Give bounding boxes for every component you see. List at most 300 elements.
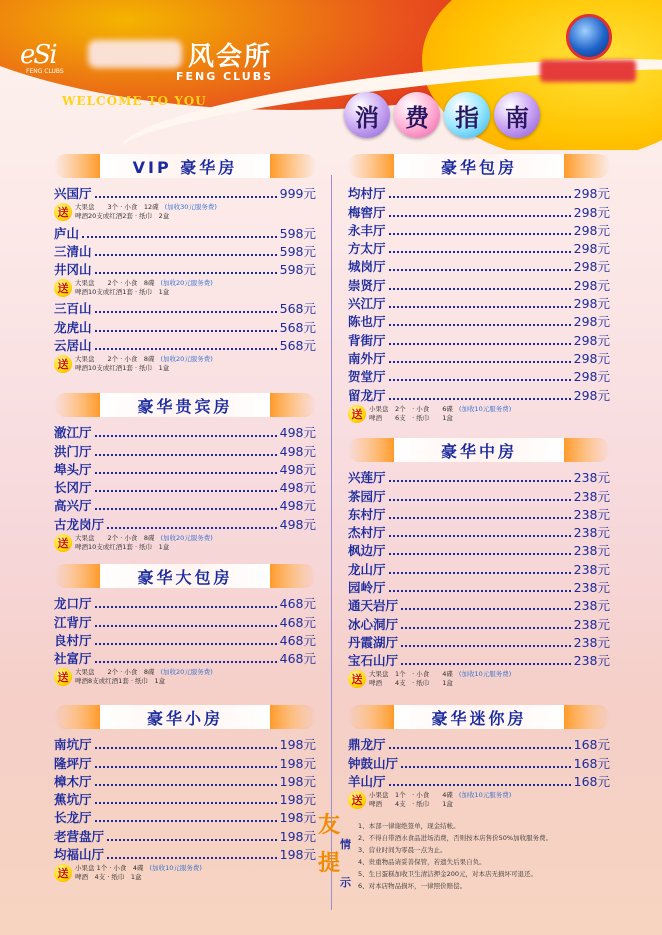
room-name: 南外厅 [348, 350, 386, 366]
room-name: 三清山 [54, 243, 92, 259]
room-name: 隆坪厅 [54, 755, 92, 771]
dot-leader [95, 802, 277, 804]
room-row [348, 486, 610, 504]
gift-line [75, 355, 316, 364]
room-row [348, 367, 610, 385]
section-header [58, 705, 312, 729]
dot-leader [389, 747, 571, 749]
gift-line [75, 212, 316, 221]
dot-leader [95, 254, 277, 256]
room-price: 168元 [573, 737, 610, 753]
room-price: 238元 [573, 598, 610, 614]
tips-heading [312, 806, 356, 906]
dot-leader [107, 527, 277, 529]
gift-line [369, 405, 610, 414]
room-row [54, 441, 316, 459]
section-title: VIP 豪华房 [132, 157, 238, 177]
room-price: 298元 [573, 277, 610, 293]
room-row [54, 594, 316, 612]
gift-line [75, 677, 316, 686]
gift-lines [369, 670, 610, 688]
room-price: 298元 [573, 332, 610, 348]
section-mid [348, 438, 610, 690]
room-price: 298元 [573, 241, 610, 257]
dot-leader [82, 236, 277, 238]
room-row [54, 649, 316, 667]
room-price: 498元 [279, 461, 316, 477]
section-bao [348, 154, 610, 425]
dot-leader [95, 472, 277, 474]
dot-leader [389, 196, 571, 198]
dot-leader [401, 608, 571, 610]
service-fee-note: (加收10元服务费) [458, 670, 512, 679]
dot-leader [389, 343, 571, 345]
section-title: 豪华贵宾房 [137, 396, 233, 416]
service-fee-note: (加收10元服务费) [458, 404, 512, 413]
club-logo-mark: eSi [20, 40, 56, 70]
room-name: 庐山 [54, 225, 80, 241]
gift-line [75, 873, 316, 882]
room-name: 社富厅 [54, 651, 92, 667]
room-price: 238元 [573, 561, 610, 577]
dot-leader [401, 645, 571, 647]
room-price: 198元 [279, 792, 316, 808]
room-name: 枫边厅 [348, 543, 386, 559]
room-price: 498元 [279, 425, 316, 441]
dot-leader [95, 348, 277, 350]
room-name: 钟鼓山厅 [348, 755, 399, 771]
section-small [54, 705, 316, 884]
room-name: 樟木厅 [54, 773, 92, 789]
gift-text: 小果盘 1个 · 小食 4碟 [75, 864, 144, 873]
gift-box [54, 355, 316, 373]
service-fee-note: (加收30元服务费) [164, 203, 217, 212]
gift-text: 啤酒 6支 · 纸巾 1盒 [369, 413, 453, 422]
room-price: 598元 [279, 243, 316, 259]
gift-text: 大果盘 1个 · 小食 4碟 [369, 670, 453, 679]
room-row [348, 184, 610, 202]
room-price: 298元 [573, 369, 610, 385]
dot-leader [389, 306, 571, 308]
gift-text: 小果盘 1个 · 小食 4碟 [369, 790, 453, 799]
room-row [54, 299, 316, 317]
room-name: 鼎龙厅 [348, 737, 386, 753]
room-price: 298元 [573, 204, 610, 220]
room-row [54, 790, 316, 808]
service-fee-note: (加收20元服务费) [160, 533, 213, 542]
room-price: 498元 [279, 480, 316, 496]
room-list [54, 423, 316, 533]
room-price: 568元 [279, 338, 316, 354]
column-divider [331, 175, 332, 910]
gift-badge-icon: 送 [54, 864, 72, 882]
room-row [54, 423, 316, 441]
section-header [352, 438, 606, 462]
room-name: 杰村厅 [348, 525, 386, 541]
room-row [54, 317, 316, 335]
tips-heading-char: 示 [340, 876, 351, 889]
gift-box [54, 668, 316, 686]
room-price: 298元 [573, 222, 610, 238]
room-price: 498元 [279, 498, 316, 514]
gift-text: 大果盘 2个 · 小食 8碟 [75, 279, 155, 288]
room-row [54, 260, 316, 278]
section-header [352, 154, 606, 178]
room-name: 长龙厅 [54, 810, 92, 826]
room-price: 198元 [279, 737, 316, 753]
dot-leader [95, 606, 277, 608]
dot-leader [389, 572, 571, 574]
dot-leader [389, 590, 571, 592]
gift-badge-icon: 送 [348, 791, 366, 809]
room-row [348, 651, 610, 669]
room-price: 568元 [279, 301, 316, 317]
gift-line [369, 791, 610, 800]
gift-line [75, 288, 316, 297]
room-price: 168元 [573, 755, 610, 771]
room-row [348, 578, 610, 596]
room-row [348, 523, 610, 541]
room-price: 198元 [279, 847, 316, 863]
section-guest [54, 393, 316, 554]
room-list [348, 735, 610, 790]
section-title: 豪华中房 [440, 441, 517, 461]
dot-leader [389, 361, 571, 363]
dot-leader [389, 288, 571, 290]
room-name: 茶园厅 [348, 488, 386, 504]
gift-text: 小果盘 2个 · 小食 6碟 [369, 404, 453, 413]
section-header [352, 705, 606, 729]
dot-leader [95, 766, 277, 768]
room-price: 238元 [573, 634, 610, 650]
dot-leader [389, 480, 571, 482]
dot-leader [389, 379, 571, 381]
gift-lines [75, 203, 316, 221]
room-price: 238元 [573, 506, 610, 522]
room-name: 背街厅 [348, 332, 386, 348]
room-price: 498元 [279, 443, 316, 459]
room-list [54, 299, 316, 354]
gift-line [75, 864, 316, 873]
room-row [348, 505, 610, 523]
room-name: 兴莲厅 [348, 470, 386, 486]
banner-char: 费 [394, 92, 440, 138]
room-price: 198元 [279, 828, 316, 844]
dot-leader [401, 627, 571, 629]
dot-leader [95, 661, 277, 663]
room-name: 兴国厅 [54, 186, 92, 202]
dot-leader [389, 269, 571, 271]
room-row [348, 559, 610, 577]
room-name: 东村厅 [348, 506, 386, 522]
room-row [54, 184, 316, 202]
dot-leader [401, 766, 571, 768]
room-name: 老营盘厅 [54, 828, 105, 844]
gift-line [369, 679, 610, 688]
gift-lines [75, 534, 316, 552]
tip-item: 1、本部一律谢绝签单，现金结帐。 [358, 822, 460, 830]
dot-leader [389, 398, 571, 400]
room-name: 长冈厅 [54, 480, 92, 496]
room-price: 468元 [279, 614, 316, 630]
room-name: 园岭厅 [348, 580, 386, 596]
room-price: 468元 [279, 632, 316, 648]
dot-leader [95, 330, 277, 332]
room-name: 贺堂厅 [348, 369, 386, 385]
dot-leader [401, 663, 571, 665]
section-title: 豪华大包房 [137, 567, 233, 587]
dot-leader [389, 535, 571, 537]
gift-line [369, 414, 610, 423]
room-price: 568元 [279, 319, 316, 335]
banner-char: 指 [444, 92, 490, 138]
blurred-red-block [540, 60, 636, 82]
room-row [54, 772, 316, 790]
room-row [348, 275, 610, 293]
section-vip [54, 154, 316, 375]
room-list [54, 184, 316, 202]
dot-leader [95, 784, 277, 786]
blurred-name-block [88, 40, 182, 68]
room-row [348, 239, 610, 257]
gift-text: 大果盘 2个 · 小食 8碟 [75, 355, 155, 364]
room-price: 238元 [573, 653, 610, 669]
gift-text: 大果盘 3个 · 小食 12碟 [75, 203, 159, 212]
room-list [54, 594, 316, 667]
dot-leader [107, 857, 277, 859]
tip-item: 5、生日蛋糕加收卫生清洁押金200元，对本店无损坏可退还。 [358, 870, 538, 878]
room-row [348, 349, 610, 367]
room-name: 方太厅 [348, 241, 386, 257]
room-price: 298元 [573, 186, 610, 202]
gift-text: 啤酒 4支 · 纸巾 1盒 [75, 873, 142, 882]
room-price: 298元 [573, 387, 610, 403]
room-name: 羊山厅 [348, 773, 386, 789]
room-price: 999元 [279, 186, 316, 202]
room-price: 238元 [573, 525, 610, 541]
room-price: 498元 [279, 516, 316, 532]
room-list [348, 184, 610, 404]
room-row [348, 294, 610, 312]
section-mini [348, 705, 610, 811]
room-price: 238元 [573, 488, 610, 504]
dot-leader [389, 233, 571, 235]
service-fee-note: (加收20元服务费) [160, 279, 213, 288]
room-price: 198元 [279, 810, 316, 826]
consumption-guide-banner [344, 92, 540, 138]
gift-box [348, 670, 610, 688]
header [0, 0, 662, 150]
gift-lines [75, 668, 316, 686]
room-price: 298元 [573, 259, 610, 275]
room-name: 蕉坑厅 [54, 792, 92, 808]
room-name: 陈也厅 [348, 314, 386, 330]
room-row [54, 753, 316, 771]
room-name: 云居山 [54, 338, 92, 354]
room-row [54, 612, 316, 630]
room-list [54, 223, 316, 278]
room-list [54, 735, 316, 863]
room-row [348, 772, 610, 790]
dot-leader [389, 553, 571, 555]
banner-char: 消 [344, 92, 390, 138]
tip-item: 4、贵重物品请妥善保管，若遗失后果自负。 [358, 858, 486, 866]
gift-box [54, 279, 316, 297]
room-row [54, 242, 316, 260]
room-row [348, 633, 610, 651]
room-name: 均福山厅 [54, 847, 105, 863]
room-row [348, 614, 610, 632]
club-english-name: FENG CLUBS [176, 70, 274, 83]
room-price: 468元 [279, 651, 316, 667]
club-title: 风会所 [188, 42, 273, 72]
gift-line [75, 203, 316, 212]
room-name: 埠头厅 [54, 461, 92, 477]
room-name: 留龙厅 [348, 387, 386, 403]
room-price: 298元 [573, 350, 610, 366]
tips-heading-char: 提 [318, 851, 341, 876]
section-header [58, 564, 312, 588]
gift-badge-icon: 送 [54, 355, 72, 373]
room-list [348, 468, 610, 669]
room-price: 298元 [573, 314, 610, 330]
room-row [54, 735, 316, 753]
room-price: 598元 [279, 225, 316, 241]
tip-item: 2、不得自带酒水食品进场消费，否则按本店售价50%加收服务费。 [358, 834, 553, 842]
room-name: 均村厅 [348, 186, 386, 202]
gift-line [75, 364, 316, 373]
section-title: 豪华包房 [440, 157, 517, 177]
gift-badge-icon: 送 [54, 203, 72, 221]
gift-badge-icon: 送 [54, 668, 72, 686]
room-name: 龙虎山 [54, 319, 92, 335]
service-fee-note: (加收10元服务费) [149, 864, 202, 873]
room-name: 崇贤厅 [348, 277, 386, 293]
room-name: 江背厅 [54, 614, 92, 630]
gift-text: 大果盘 2个 · 小食 8碟 [75, 533, 155, 542]
dot-leader [95, 747, 277, 749]
dot-leader [107, 839, 277, 841]
room-price: 468元 [279, 596, 316, 612]
room-row [54, 336, 316, 354]
room-name: 兴江厅 [348, 296, 386, 312]
gift-text: 大果盘 2个 · 小食 8碟 [75, 668, 155, 677]
room-row [54, 496, 316, 514]
room-name: 城岗厅 [348, 259, 386, 275]
dot-leader [95, 196, 277, 198]
room-name: 通天岩厅 [348, 598, 399, 614]
room-row [348, 468, 610, 486]
gift-text: 啤酒10支或红酒1套 · 纸巾 1盒 [75, 364, 170, 373]
gift-line [75, 543, 316, 552]
gift-line [75, 534, 316, 543]
dot-leader [95, 435, 277, 437]
room-row [348, 541, 610, 559]
service-fee-note: (加收20元服务费) [160, 668, 213, 677]
dot-leader [95, 490, 277, 492]
room-name: 冰心洞厅 [348, 616, 399, 632]
gift-badge-icon: 送 [348, 670, 366, 688]
gift-badge-icon: 送 [348, 405, 366, 423]
dot-leader [95, 272, 277, 274]
gift-text: 啤酒10支或红酒1套 · 纸巾 1盒 [75, 288, 170, 297]
room-row [348, 312, 610, 330]
room-price: 238元 [573, 470, 610, 486]
room-name: 澈江厅 [54, 425, 92, 441]
room-row [348, 257, 610, 275]
tips-heading-char: 情 [340, 838, 351, 851]
gift-lines [75, 864, 316, 882]
room-name: 永丰厅 [348, 222, 386, 238]
gift-text: 啤酒10支或红酒1套 · 纸巾 1盒 [75, 542, 170, 551]
section-title: 豪华小房 [146, 708, 223, 728]
gift-text: 啤酒 4支 · 纸巾 1盒 [369, 799, 453, 808]
dot-leader [95, 454, 277, 456]
room-row [348, 221, 610, 239]
room-row [348, 596, 610, 614]
room-row [54, 826, 316, 844]
gift-text: 啤酒20支或红酒2套 · 纸巾 2盒 [75, 212, 170, 221]
gift-box [54, 203, 316, 221]
room-name: 龙口厅 [54, 596, 92, 612]
tips-list [358, 820, 612, 892]
dot-leader [389, 517, 571, 519]
dot-leader [389, 324, 571, 326]
banner-char: 南 [494, 92, 540, 138]
room-price: 198元 [279, 773, 316, 789]
dot-leader [389, 215, 571, 217]
room-row [348, 735, 610, 753]
room-price: 238元 [573, 616, 610, 632]
room-price: 198元 [279, 755, 316, 771]
room-price: 298元 [573, 296, 610, 312]
dot-leader [95, 820, 277, 822]
globe-icon [566, 14, 612, 60]
gift-lines [369, 405, 610, 423]
room-row [54, 223, 316, 241]
room-price: 238元 [573, 580, 610, 596]
club-logo-subtext: FENG CLUBS [26, 68, 64, 75]
dot-leader [95, 508, 277, 510]
room-name: 古龙岗厅 [54, 516, 105, 532]
room-name: 高兴厅 [54, 498, 92, 514]
room-name: 南坑厅 [54, 737, 92, 753]
gift-text: 啤酒8支或红酒1套 · 纸巾 1盒 [75, 677, 166, 686]
room-name: 宝石山厅 [348, 653, 399, 669]
section-big [54, 564, 316, 688]
section-header [58, 393, 312, 417]
room-price: 238元 [573, 543, 610, 559]
tip-item: 3、营业时间为零晨一点为止。 [358, 846, 447, 854]
gift-badge-icon: 送 [54, 279, 72, 297]
gift-line [75, 279, 316, 288]
gift-line [369, 670, 610, 679]
room-name: 三百山 [54, 301, 92, 317]
service-fee-note: (加收10元服务费) [458, 790, 512, 799]
dot-leader [389, 499, 571, 501]
gift-lines [75, 355, 316, 373]
dot-leader [95, 311, 277, 313]
room-name: 龙山厅 [348, 561, 386, 577]
room-row [54, 478, 316, 496]
room-row [54, 514, 316, 532]
dot-leader [389, 784, 571, 786]
section-title: 豪华迷你房 [431, 708, 527, 728]
room-row [54, 631, 316, 649]
room-row [54, 460, 316, 478]
dot-leader [95, 643, 277, 645]
room-name: 洪门厅 [54, 443, 92, 459]
